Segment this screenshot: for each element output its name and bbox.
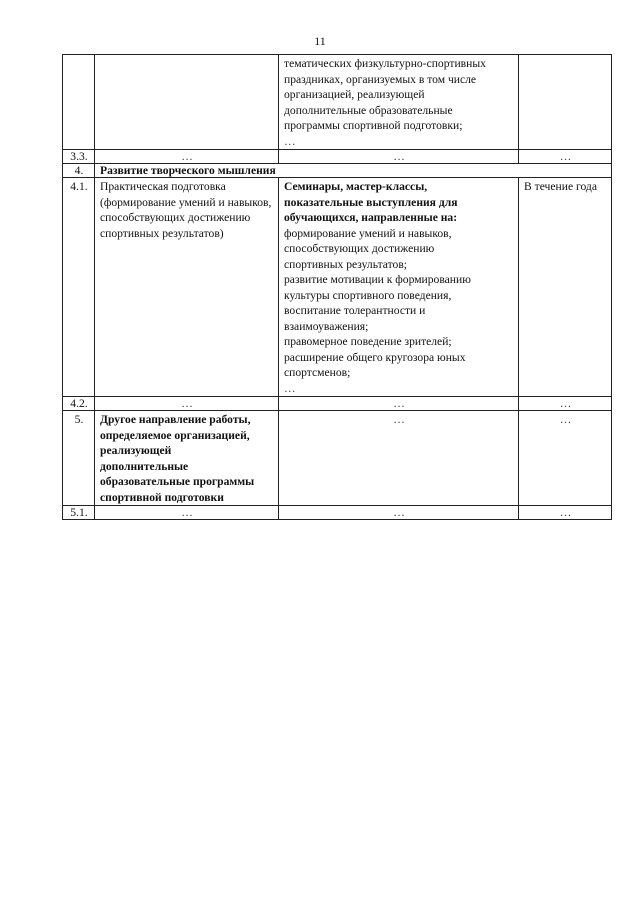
term-cell: … xyxy=(519,397,612,411)
content-line: тематических физкультурно-спортивных xyxy=(284,57,486,70)
activity-content-cell: … xyxy=(279,411,519,506)
term-cell: … xyxy=(519,411,612,506)
activity-name-cell: Практическая подготовка (формирование умений и навыков, способствующих достижению спортивных результатов) xyxy=(95,178,279,397)
row-number-cell xyxy=(63,55,95,150)
row-number-cell: 5. xyxy=(63,411,95,506)
activity-content-cell: … xyxy=(279,150,519,164)
content-line: правомерное поведение зрителей; xyxy=(284,335,452,348)
content-heading-line: Семинары, мастер-классы, xyxy=(284,180,428,193)
table-row-4-1 xyxy=(63,178,612,397)
section-title-cell: Развитие творческого мышления xyxy=(95,164,612,178)
activity-content-cell xyxy=(279,178,519,397)
activity-name-cell: … xyxy=(95,397,279,411)
content-line: культуры спортивного поведения, xyxy=(284,288,452,302)
content-line: дополнительные образовательные xyxy=(284,103,453,117)
activity-content-cell: … xyxy=(279,397,519,411)
content-line: способствующих достижению xyxy=(284,242,435,255)
name-line: спортивной подготовки xyxy=(100,490,224,504)
content-line: расширение общего кругозора юных xyxy=(284,350,466,364)
activity-name-cell xyxy=(95,411,279,506)
name-line: определяемое организацией, xyxy=(100,428,250,442)
table-row-section-5 xyxy=(63,411,612,506)
content-line: организацией, реализующей xyxy=(284,88,425,101)
table-row-section-4 xyxy=(63,164,612,178)
table-row-3-3 xyxy=(63,150,612,164)
row-number-cell: 4.1. xyxy=(63,178,95,397)
content-line: спортивных результатов; xyxy=(284,257,408,271)
term-cell: … xyxy=(519,150,612,164)
content-line: формирование умений и навыков, xyxy=(284,226,452,240)
name-line: Другое направление работы, xyxy=(100,413,251,426)
content-line: спортсменов; xyxy=(284,366,351,379)
content-ellipsis: … xyxy=(284,381,296,395)
row-number-cell: 3.3. xyxy=(63,150,95,164)
term-cell xyxy=(519,55,612,150)
activity-name-cell: … xyxy=(95,150,279,164)
row-number-cell: 4.2. xyxy=(63,397,95,411)
name-line: дополнительные xyxy=(100,459,189,473)
content-line: воспитание толерантности и xyxy=(284,304,426,317)
activities-table xyxy=(62,54,612,520)
table-row-5-1 xyxy=(63,506,612,520)
content-heading-line: показательные выступления для xyxy=(284,195,458,209)
name-line: образовательные программы xyxy=(100,475,255,488)
row-number-cell: 5.1. xyxy=(63,506,95,520)
content-ellipsis: … xyxy=(284,134,296,148)
activity-name-cell xyxy=(95,55,279,150)
activity-name-cell: … xyxy=(95,506,279,520)
activity-content-cell xyxy=(279,55,519,150)
content-line: развитие мотивации к формированию xyxy=(284,273,471,286)
content-line: праздниках, организуемых в том числе xyxy=(284,72,477,86)
table-row-4-2 xyxy=(63,397,612,411)
term-cell: … xyxy=(519,506,612,520)
name-line: реализующей xyxy=(100,444,172,457)
content-line: программы спортивной подготовки; xyxy=(284,119,463,132)
content-heading-line: обучающихся, направленные на: xyxy=(284,211,458,224)
row-number-cell: 4. xyxy=(63,164,95,178)
content-line: взаимоуважения; xyxy=(284,319,369,333)
page-number: 11 xyxy=(314,34,326,48)
term-cell: В течение года xyxy=(519,178,612,397)
activity-content-cell: … xyxy=(279,506,519,520)
table-row-continuation xyxy=(63,55,612,150)
